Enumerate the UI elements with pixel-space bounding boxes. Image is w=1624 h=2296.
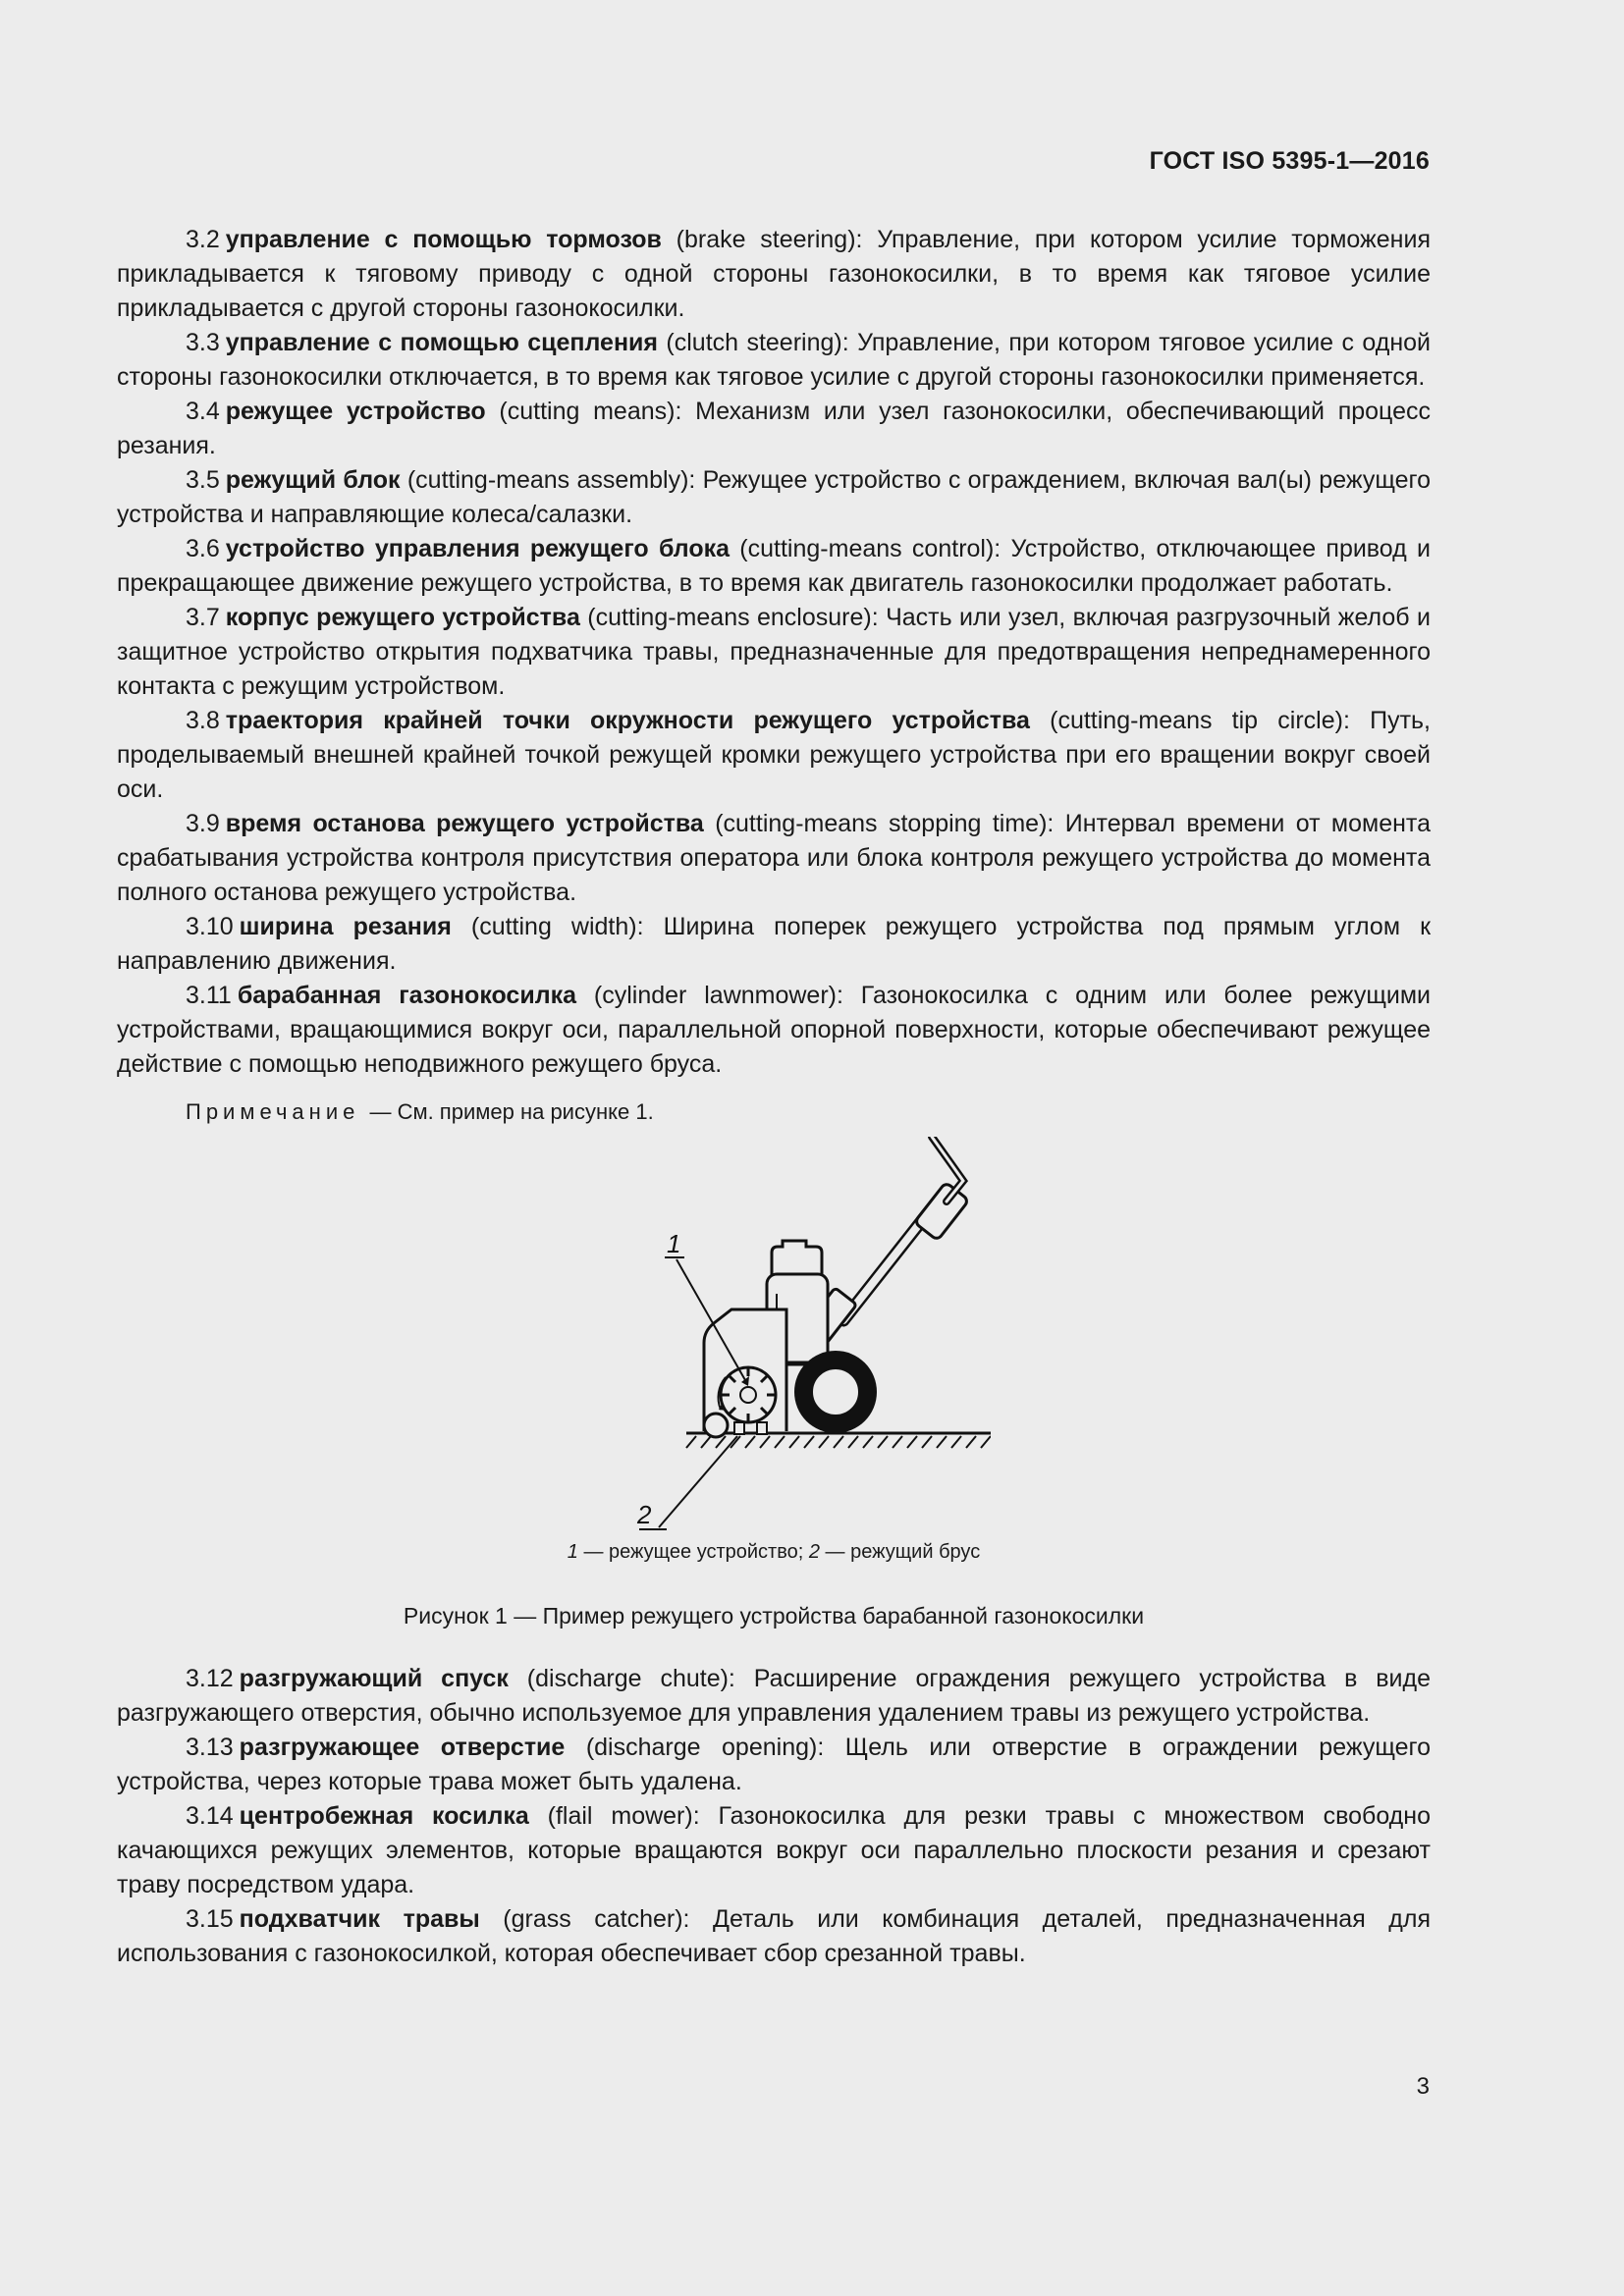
term-name: подхватчик травы: [239, 1905, 480, 1933]
term-number: 3.9: [186, 810, 220, 837]
term-name: разгружающее отверстие: [239, 1734, 566, 1761]
term-definition: [117, 463, 1431, 532]
term-name: управление с помощью тормозов: [225, 226, 662, 253]
term-definition: [117, 395, 1431, 463]
term-number: 3.3: [186, 329, 220, 356]
figure-caption: Рисунок 1 — Пример режущего устройства барабанной газонокосилки: [403, 1603, 1145, 1629]
term-text: (cutting means): Механизм или узел газонокосилки, обеспечивающий процесс резания.: [117, 398, 1431, 459]
term-definition: [117, 1731, 1431, 1799]
term-text: (brake steering): Управление, при котором усилие торможения прикладывается к тяговому приводу с одной стороны газонокосилки, в то время как тяговое усилие прикладывается с другой стороны газонокосилки.: [117, 226, 1431, 322]
term-name: разгружающий спуск: [239, 1665, 509, 1692]
term-name: барабанная газонокосилка: [237, 982, 577, 1009]
cylinder-mower-illustration: [559, 1137, 991, 1534]
note-text: — См. пример на рисунке 1.: [363, 1099, 654, 1124]
term-text: (cutting width): Ширина поперек режущего устройства под прямым углом к направлению движения.: [117, 913, 1432, 975]
term-definition: [117, 532, 1431, 601]
handle-grip: [914, 1182, 969, 1240]
term-text: (discharge opening): Щель или отверстие в ограждении режущего устройства, через которые трава может быть удалена.: [117, 1734, 1431, 1795]
term-number: 3.10: [186, 913, 234, 940]
term-list-after-figure: [117, 1662, 1431, 1971]
term-text: (clutch steering): Управление, при котором тяговое усилие с одной стороны газонокосилки отключается, в то время как тяговое усилие с другой стороны газонокосилки применяется.: [117, 329, 1431, 391]
term-definition: [117, 223, 1431, 326]
term-text: (cutting-means enclosure): Часть или узел, включая разгрузочный желоб и защитное устройство открытия подхватчика травы, предназначенные для предотвращения непреднамеренного контакта с режущим устройством.: [117, 604, 1431, 700]
legend-num-1: 1: [567, 1541, 578, 1563]
term-name: ширина резания: [239, 913, 452, 940]
term-number: 3.13: [186, 1734, 234, 1761]
term-definition: [117, 1799, 1431, 1902]
term-number: 3.8: [186, 707, 220, 734]
term-definition: [117, 601, 1431, 704]
term-text: (grass catcher): Деталь или комбинация деталей, предназначенная для использования с газонокосилкой, которая обеспечивает сбор срезанной травы.: [117, 1905, 1431, 1967]
term-definition: [117, 1662, 1431, 1731]
page-number: 3: [1416, 2073, 1430, 2100]
term-number: 3.4: [186, 398, 220, 425]
term-text: (cutting-means control): Устройство, отключающее привод и прекращающее движение режущего устройства, в то время как двигатель газонокосилки продолжает работать.: [117, 535, 1431, 597]
front-roller: [704, 1414, 728, 1437]
term-name: устройство управления режущего блока: [225, 535, 731, 562]
note-label: Примечание: [186, 1099, 360, 1124]
term-name: траектория крайней точки окружности режущего устройства: [225, 707, 1030, 734]
term-number: 3.12: [186, 1665, 234, 1692]
term-number: 3.11: [186, 982, 232, 1009]
term-definition: [117, 910, 1431, 979]
term-number: 3.7: [186, 604, 220, 631]
figure-legend: [117, 1541, 1431, 1564]
term-name: управление с помощью сцепления: [225, 329, 659, 356]
term-number: 3.6: [186, 535, 220, 562]
figure-note: [117, 1095, 1431, 1129]
term-definition: [117, 326, 1431, 395]
term-name: режущий блок: [225, 466, 401, 494]
callout-1: 1: [667, 1229, 681, 1258]
term-name: время останова режущего устройства: [225, 810, 704, 837]
term-text: (discharge chute): Расширение ограждения режущего устройства в виде разгружающего отверстия, обычно используемое для управления удалением травы из режущего устройства.: [117, 1665, 1432, 1727]
page-content: [117, 223, 1431, 1971]
term-definition: [117, 807, 1431, 910]
figure-1: [117, 1137, 1431, 1593]
term-list-before-figure: [117, 223, 1431, 1082]
term-name: центробежная косилка: [239, 1802, 529, 1830]
callout-2: 2: [637, 1500, 652, 1529]
term-number: 3.14: [186, 1802, 234, 1830]
term-text: (cutting-means stopping time): Интервал времени от момента срабатывания устройства контроля присутствия оператора или блока контроля режущего устройства до момента полного останова режущего устройства.: [117, 810, 1431, 906]
term-name: корпус режущего устройства: [225, 604, 580, 631]
term-text: (cutting-means tip circle): Путь, проделываемый внешней крайней точкой режущей кромки режущего устройства при его вращении вокруг своей оси.: [117, 707, 1431, 803]
term-name: режущее устройство: [225, 398, 486, 425]
legend-text-1: — режущее устройство;: [577, 1541, 809, 1563]
term-definition: [117, 979, 1431, 1082]
term-definition: [117, 1902, 1431, 1971]
term-number: 3.2: [186, 226, 220, 253]
term-text: (flail mower): Газонокосилка для резки травы с множеством свободно качающихся режущих элементов, которые вращаются вокруг оси параллельно плоскости резания и срезают траву посредством удара.: [117, 1802, 1431, 1898]
term-number: 3.5: [186, 466, 220, 494]
bedknife: [734, 1422, 744, 1434]
legend-num-2: 2: [808, 1541, 820, 1563]
legend-text-2: — режущий брус: [819, 1541, 981, 1563]
term-text: (cylinder lawnmower): Газонокосилка с одним или более режущими устройствами, вращающимися вокруг оси, параллельной опорной поверхности, которые обеспечивают режущее действие с помощью неподвижного режущего бруса.: [117, 982, 1432, 1078]
term-number: 3.15: [186, 1905, 234, 1933]
document-header: ГОСТ ISO 5395-1—2016: [1149, 147, 1430, 175]
term-definition: [117, 704, 1431, 807]
term-text: (cutting-means assembly): Режущее устройство с ограждением, включая вал(ы) режущего устройства и направляющие колеса/салазки.: [117, 466, 1431, 528]
